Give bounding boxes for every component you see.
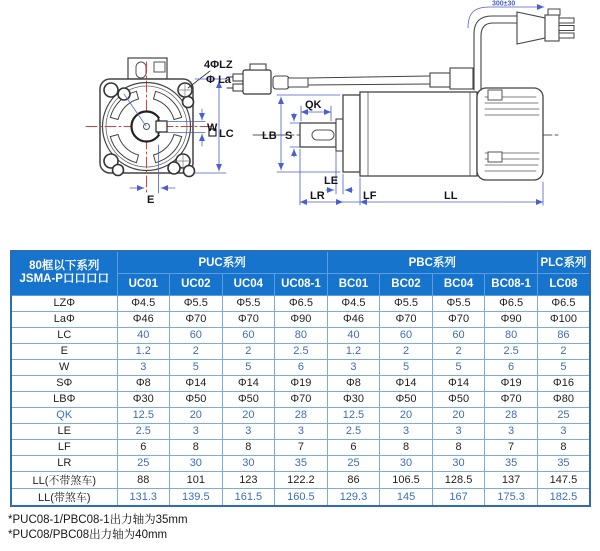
dim-value-cell: 6 xyxy=(485,359,538,375)
row-label: W xyxy=(11,359,117,375)
row-label: SΦ xyxy=(11,375,117,391)
dim-value-cell: 7 xyxy=(485,439,538,455)
dim-value-cell: 86 xyxy=(537,327,590,343)
dim-value-cell: 3 xyxy=(485,423,538,439)
dim-value-cell: Φ50 xyxy=(380,391,433,407)
row-label: LL(不带煞车) xyxy=(11,471,117,488)
row-label: E xyxy=(11,343,117,359)
dim-value-cell: 2 xyxy=(222,343,275,359)
label-lb: LB xyxy=(262,130,277,142)
row-label: LZΦ xyxy=(11,295,117,311)
dim-value-cell: 40 xyxy=(117,327,170,343)
dim-value-cell: Φ14 xyxy=(380,375,433,391)
dim-value-cell: 1.2 xyxy=(117,343,170,359)
dim-value-cell: 35 xyxy=(485,455,538,471)
dim-value-cell: Φ90 xyxy=(275,311,328,327)
dim-value-cell: 123 xyxy=(222,471,275,488)
dim-value-cell: 3 xyxy=(275,423,328,439)
dim-value-cell: 182.5 xyxy=(537,488,590,506)
dim-value-cell: Φ14 xyxy=(222,375,275,391)
model-header-uc02: UC02 xyxy=(170,273,223,295)
dimension-row-8 xyxy=(11,423,590,439)
dim-value-cell: 28 xyxy=(275,407,328,423)
dimension-row-4 xyxy=(11,359,590,375)
row-label: LBΦ xyxy=(11,391,117,407)
label-lr: LR xyxy=(310,190,325,202)
motor-dimension-diagram xyxy=(0,0,600,246)
label-ll: LL xyxy=(444,190,458,202)
dimension-row-10 xyxy=(11,455,590,471)
dim-value-cell: Φ30 xyxy=(327,391,380,407)
dim-value-cell: 20 xyxy=(432,407,485,423)
dim-value-cell: 5 xyxy=(432,359,485,375)
dim-value-cell: Φ14 xyxy=(432,375,485,391)
label-lc: LC xyxy=(219,128,234,140)
dim-value-cell: Φ14 xyxy=(170,375,223,391)
dim-value-cell: Φ46 xyxy=(327,311,380,327)
row-label: LE xyxy=(11,423,117,439)
dim-value-cell: 161.5 xyxy=(222,488,275,506)
model-header-uc08-1: UC08-1 xyxy=(275,273,328,295)
dim-value-cell: 2.5 xyxy=(275,343,328,359)
dim-value-cell: Φ46 xyxy=(117,311,170,327)
series-header-row xyxy=(11,251,590,273)
dimension-table-body xyxy=(11,295,590,506)
dim-value-cell: 101 xyxy=(170,471,223,488)
model-header-bc02: BC02 xyxy=(380,273,433,295)
dim-value-cell: 137 xyxy=(485,471,538,488)
dim-value-cell: 2 xyxy=(432,343,485,359)
model-header-bc01: BC01 xyxy=(327,273,380,295)
model-header-uc04: UC04 xyxy=(222,273,275,295)
label-s: S xyxy=(285,130,293,142)
dimension-row-3 xyxy=(11,343,590,359)
power-cable xyxy=(474,16,517,90)
dim-value-cell: 8 xyxy=(380,439,433,455)
dim-value-cell: Φ4.5 xyxy=(327,295,380,311)
dim-value-cell: 3 xyxy=(327,359,380,375)
dim-value-cell: 2.5 xyxy=(327,423,380,439)
footnote-2: *PUC08/PBC08出力轴为40mm xyxy=(8,529,168,541)
series-header-puc: PUC系列 xyxy=(117,251,327,273)
dim-value-cell: 25 xyxy=(327,455,380,471)
flange-plate xyxy=(343,95,360,172)
series-header-pbc: PBC系列 xyxy=(327,251,537,273)
dim-value-cell: 30 xyxy=(432,455,485,471)
dim-value-cell: 88 xyxy=(117,471,170,488)
dim-value-cell: 2 xyxy=(380,343,433,359)
dim-value-cell: 3 xyxy=(170,423,223,439)
dim-value-cell: 60 xyxy=(380,327,433,343)
dimension-row-0 xyxy=(11,295,590,311)
dim-value-cell: 129.3 xyxy=(327,488,380,506)
rear-housing xyxy=(477,88,543,180)
dim-value-cell: Φ4.5 xyxy=(117,295,170,311)
dim-value-cell: 106.5 xyxy=(380,471,433,488)
dim-value-cell: 139.5 xyxy=(170,488,223,506)
dimension-row-1 xyxy=(11,311,590,327)
label-qk: QK xyxy=(305,99,322,111)
dim-value-cell: 30 xyxy=(380,455,433,471)
label-lf: LF xyxy=(363,190,377,202)
dim-value-cell: Φ50 xyxy=(222,391,275,407)
row-label: LC xyxy=(11,327,117,343)
dim-value-cell: 147.5 xyxy=(537,471,590,488)
dim-value-cell: Φ8 xyxy=(327,375,380,391)
encoder-connector xyxy=(450,68,473,89)
dim-value-cell: 3 xyxy=(222,423,275,439)
dimension-row-12 xyxy=(11,488,590,506)
dim-value-cell: 7 xyxy=(275,439,328,455)
dim-value-cell: 12.5 xyxy=(327,407,380,423)
dim-value-cell: 6 xyxy=(327,439,380,455)
dimension-row-7 xyxy=(11,407,590,423)
dim-value-cell: 122.2 xyxy=(275,471,328,488)
series-header-plc: PLC系列 xyxy=(537,251,590,273)
dim-value-cell: 40 xyxy=(327,327,380,343)
dimension-row-2 xyxy=(11,327,590,343)
dim-value-cell: 8 xyxy=(222,439,275,455)
dimension-row-11 xyxy=(11,471,590,488)
two-pin-connector xyxy=(227,64,271,94)
model-header-uc01: UC01 xyxy=(117,273,170,295)
dim-value-cell: Φ30 xyxy=(117,391,170,407)
dimension-table-wrap xyxy=(10,250,591,507)
table-title-cell xyxy=(11,251,117,295)
dim-value-cell: 12.5 xyxy=(117,407,170,423)
table-title-line1: 80框以下系列 xyxy=(29,260,100,273)
dim-value-cell: Φ50 xyxy=(170,391,223,407)
dim-value-cell: 5 xyxy=(170,359,223,375)
dim-value-cell: Φ70 xyxy=(222,311,275,327)
dim-value-cell: Φ8 xyxy=(117,375,170,391)
label-w: W xyxy=(207,122,218,134)
footnotes xyxy=(8,513,188,543)
dim-value-cell: Φ50 xyxy=(432,391,485,407)
dimension-table xyxy=(10,250,591,507)
model-header-lc08: LC08 xyxy=(537,273,590,295)
dim-value-cell: 2 xyxy=(170,343,223,359)
dim-value-cell: 128.5 xyxy=(432,471,485,488)
dim-value-cell: 3 xyxy=(537,423,590,439)
dimension-row-6 xyxy=(11,391,590,407)
dim-value-cell: Φ6.5 xyxy=(485,295,538,311)
dim-value-cell: 145 xyxy=(380,488,433,506)
row-label: LL(带煞车) xyxy=(11,488,117,506)
dim-value-cell: Φ70 xyxy=(485,391,538,407)
dim-value-cell: 30 xyxy=(222,455,275,471)
dim-value-cell: Φ5.5 xyxy=(380,295,433,311)
dim-value-cell: 2.5 xyxy=(485,343,538,359)
dim-value-cell: 86 xyxy=(327,471,380,488)
dim-value-cell: Φ70 xyxy=(380,311,433,327)
dim-value-cell: Φ70 xyxy=(432,311,485,327)
dim-value-cell: 175.3 xyxy=(485,488,538,506)
dim-value-cell: 8 xyxy=(432,439,485,455)
dim-value-cell: 60 xyxy=(222,327,275,343)
dim-value-cell: 28 xyxy=(485,407,538,423)
model-header-bc08-1: BC08-1 xyxy=(485,273,538,295)
power-connector xyxy=(517,9,574,44)
dim-value-cell: 3 xyxy=(380,423,433,439)
dim-value-cell: 2 xyxy=(537,343,590,359)
dim-value-cell: 30 xyxy=(170,455,223,471)
dim-value-cell: Φ80 xyxy=(537,391,590,407)
dim-value-cell: 5 xyxy=(537,359,590,375)
dim-value-cell: 20 xyxy=(380,407,433,423)
dim-value-cell: 6 xyxy=(117,439,170,455)
dim-value-cell: Φ5.5 xyxy=(222,295,275,311)
dim-value-cell: 60 xyxy=(170,327,223,343)
label-le: LE xyxy=(324,175,339,187)
dim-value-cell: 131.3 xyxy=(117,488,170,506)
dim-value-cell: 8 xyxy=(170,439,223,455)
dim-value-cell: 1.2 xyxy=(327,343,380,359)
row-label: LF xyxy=(11,439,117,455)
dim-value-cell: Φ100 xyxy=(537,311,590,327)
dim-value-cell: 3 xyxy=(117,359,170,375)
dim-value-cell: 35 xyxy=(537,455,590,471)
dim-value-cell: 35 xyxy=(275,455,328,471)
table-title-line2: JSMA-P口口口口 xyxy=(19,273,109,286)
dim-value-cell: Φ5.5 xyxy=(432,295,485,311)
label-4phi-lz: 4ΦLZ xyxy=(204,59,233,71)
dim-value-cell: 60 xyxy=(432,327,485,343)
footnote-1: *PUC08-1/PBC08-1出力轴为35mm xyxy=(8,514,188,526)
label-e: E xyxy=(147,194,155,206)
dim-value-cell: 20 xyxy=(222,407,275,423)
row-label: QK xyxy=(11,407,117,423)
dim-value-cell: 25 xyxy=(537,407,590,423)
dim-value-cell: 2.5 xyxy=(117,423,170,439)
dim-value-cell: 167 xyxy=(432,488,485,506)
dim-value-cell: 8 xyxy=(537,439,590,455)
dim-value-cell: 3 xyxy=(432,423,485,439)
model-header-bc04: BC04 xyxy=(432,273,485,295)
label-phi-la: Φ La xyxy=(206,74,231,86)
dim-value-cell: Φ70 xyxy=(170,311,223,327)
motor-body xyxy=(360,92,477,176)
dimension-row-5 xyxy=(11,375,590,391)
front-view xyxy=(86,58,234,206)
dim-value-cell: Φ19 xyxy=(275,375,328,391)
dim-value-cell: 25 xyxy=(117,455,170,471)
dim-value-cell: 80 xyxy=(485,327,538,343)
dim-value-cell: 160.5 xyxy=(275,488,328,506)
dim-value-cell: Φ5.5 xyxy=(170,295,223,311)
key-section xyxy=(156,121,167,132)
dim-value-cell: Φ90 xyxy=(485,311,538,327)
label-cable-length: 300±30 xyxy=(492,0,516,8)
dim-value-cell: 5 xyxy=(222,359,275,375)
dim-value-cell: Φ19 xyxy=(485,375,538,391)
dim-value-cell: 6 xyxy=(275,359,328,375)
dim-value-cell: Φ16 xyxy=(537,375,590,391)
keyway-slot xyxy=(312,130,334,140)
row-label: LR xyxy=(11,455,117,471)
dim-value-cell: Φ6.5 xyxy=(275,295,328,311)
side-view xyxy=(227,1,574,206)
dim-value-cell: 5 xyxy=(380,359,433,375)
dimension-row-9 xyxy=(11,439,590,455)
dim-value-cell: Φ70 xyxy=(275,391,328,407)
dim-value-cell: 20 xyxy=(170,407,223,423)
dim-value-cell: Φ6.5 xyxy=(537,295,590,311)
dim-value-cell: 80 xyxy=(275,327,328,343)
row-label: LaΦ xyxy=(11,311,117,327)
